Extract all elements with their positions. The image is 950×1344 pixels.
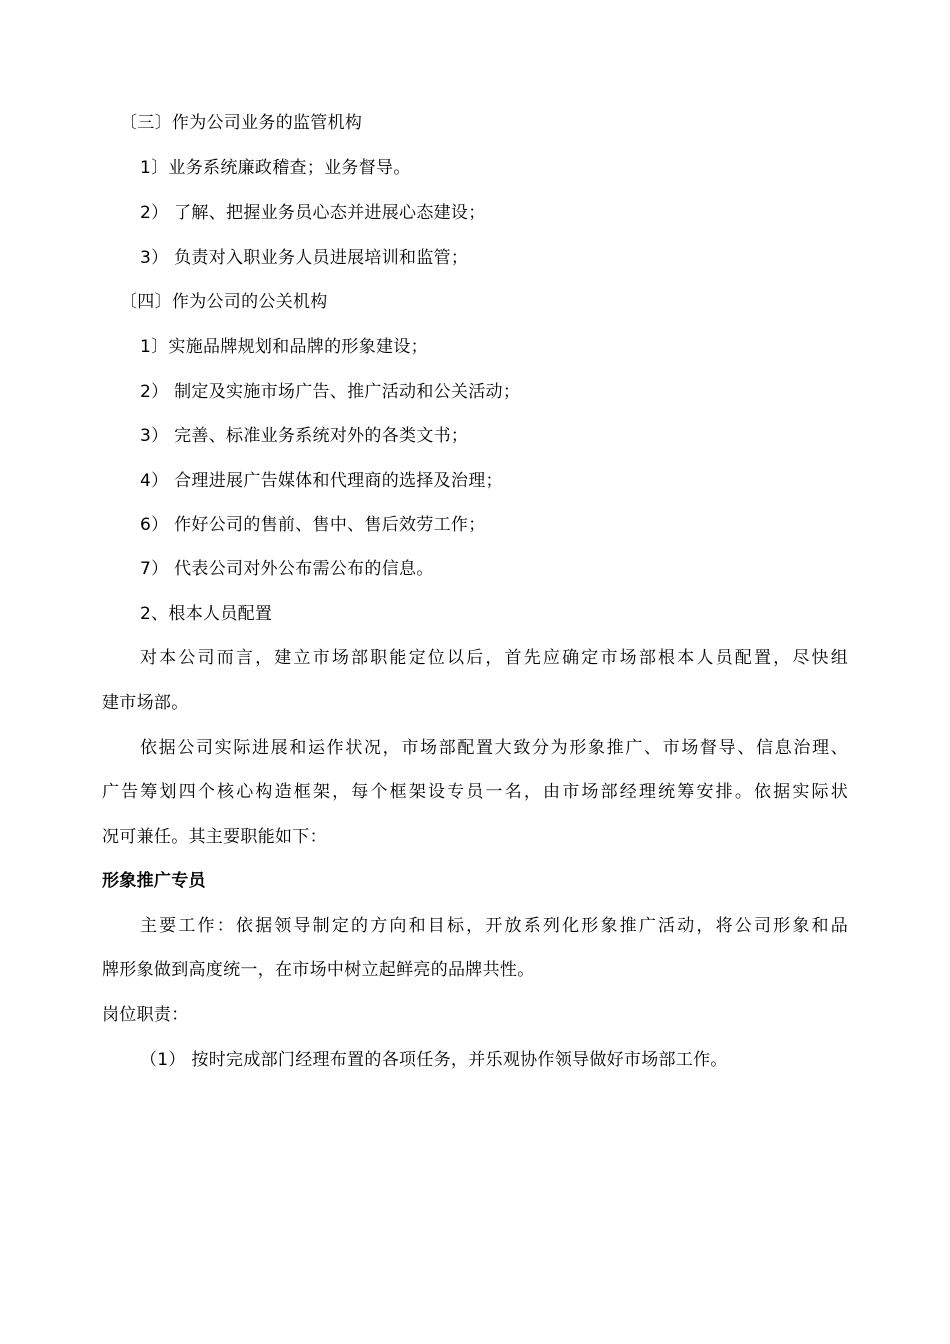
paragraph-line: 依据公司实际进展和运作状况，市场部配置大致分为形象推广、市场督导、信息治理、 <box>140 738 848 758</box>
paragraph-line: 建市场部。 <box>102 693 189 713</box>
list-item: 2） 了解、把握业务员心态并进展心态建设； <box>140 203 486 223</box>
paragraph-line: 广告筹划四个核心构造框架，每个框架设专员一名，由市场部经理统筹安排。依据实际状 <box>102 782 848 802</box>
list-item: 2） 制定及实施市场广告、推广活动和公关活动； <box>140 382 521 402</box>
list-item: 7） 代表公司对外公布需公布的信息。 <box>140 559 434 579</box>
paragraph-line: 况可兼任。其主要职能如下： <box>102 827 327 847</box>
list-item: 4） 合理进展广告媒体和代理商的选择及治理； <box>140 471 503 491</box>
role-heading: 形象推广专员 <box>102 871 206 891</box>
list-item: 1〕实施品牌规划和品牌的形象建设； <box>140 337 428 357</box>
duties-label: 岗位职责： <box>102 1005 189 1025</box>
list-item: 3） 负责对入职业务人员进展培训和监管； <box>140 248 469 268</box>
section-heading-3: 〔三〕作为公司业务的监管机构 <box>120 113 363 133</box>
paragraph-line: 对本公司而言，建立市场部职能定位以后，首先应确定市场部根本人员配置，尽快组 <box>140 648 848 668</box>
list-item: 3） 完善、标准业务系统对外的各类文书； <box>140 426 469 446</box>
paragraph-line: 主要工作：依据领导制定的方向和目标，开放系列化形象推广活动，将公司形象和品 <box>140 916 848 936</box>
paragraph-line: 牌形象做到高度统一，在市场中树立起鲜亮的品牌共性。 <box>102 960 535 980</box>
list-item: 6） 作好公司的售前、售中、售后效劳工作； <box>140 515 486 535</box>
subsection-heading: 2、根本人员配置 <box>140 604 273 624</box>
list-item: 1〕业务系统廉政稽查；业务督导。 <box>140 158 411 178</box>
section-heading-4: 〔四〕作为公司的公关机构 <box>120 292 328 312</box>
list-item: （1） 按时完成部门经理布置的各项任务，并乐观协作领导做好市场部工作。 <box>140 1050 728 1070</box>
